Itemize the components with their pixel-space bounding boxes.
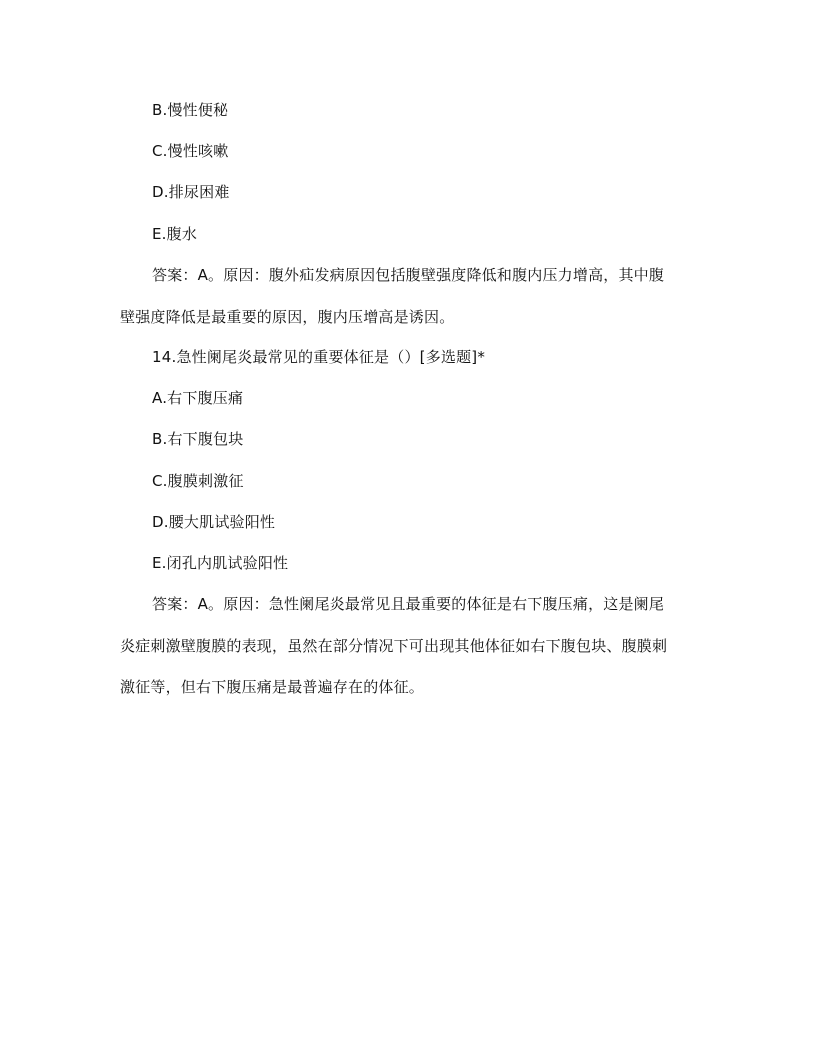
q13-answer-line-2: 壁强度降低是最重要的原因，腹内压增高是诱因。 [120, 308, 455, 326]
q14-answer-line-3: 激征等，但右下腹压痛是最普遍存在的体征。 [120, 678, 425, 696]
q14-answer-line-1: 答案：A。原因：急性阑尾炎最常见且最重要的体征是右下腹压痛，这是阑尾 [152, 595, 665, 613]
q13-option-c: C.慢性咳嗽 [152, 142, 229, 160]
q14-option-b: B.右下腹包块 [152, 430, 244, 448]
q13-option-e: E.腹水 [152, 225, 198, 243]
q13-option-d: D.排尿困难 [152, 183, 230, 201]
q13-option-b: B.慢性便秘 [152, 101, 229, 119]
q14-option-e: E.闭孔内肌试验阳性 [152, 554, 289, 572]
q14-answer-line-2: 炎症刺激壁腹膜的表现，虽然在部分情况下可出现其他体征如右下腹包块、腹膜刺 [120, 637, 668, 655]
q14-option-d: D.腰大肌试验阳性 [152, 513, 276, 531]
q14-option-a: A.右下腹压痛 [152, 389, 244, 407]
q14-question: 14.急性阑尾炎最常见的重要体征是（）[多选题]* [152, 348, 486, 366]
q13-answer-line-1: 答案：A。原因：腹外疝发病原因包括腹壁强度降低和腹内压力增高，其中腹 [152, 266, 665, 284]
q14-option-c: C.腹膜刺激征 [152, 472, 244, 490]
